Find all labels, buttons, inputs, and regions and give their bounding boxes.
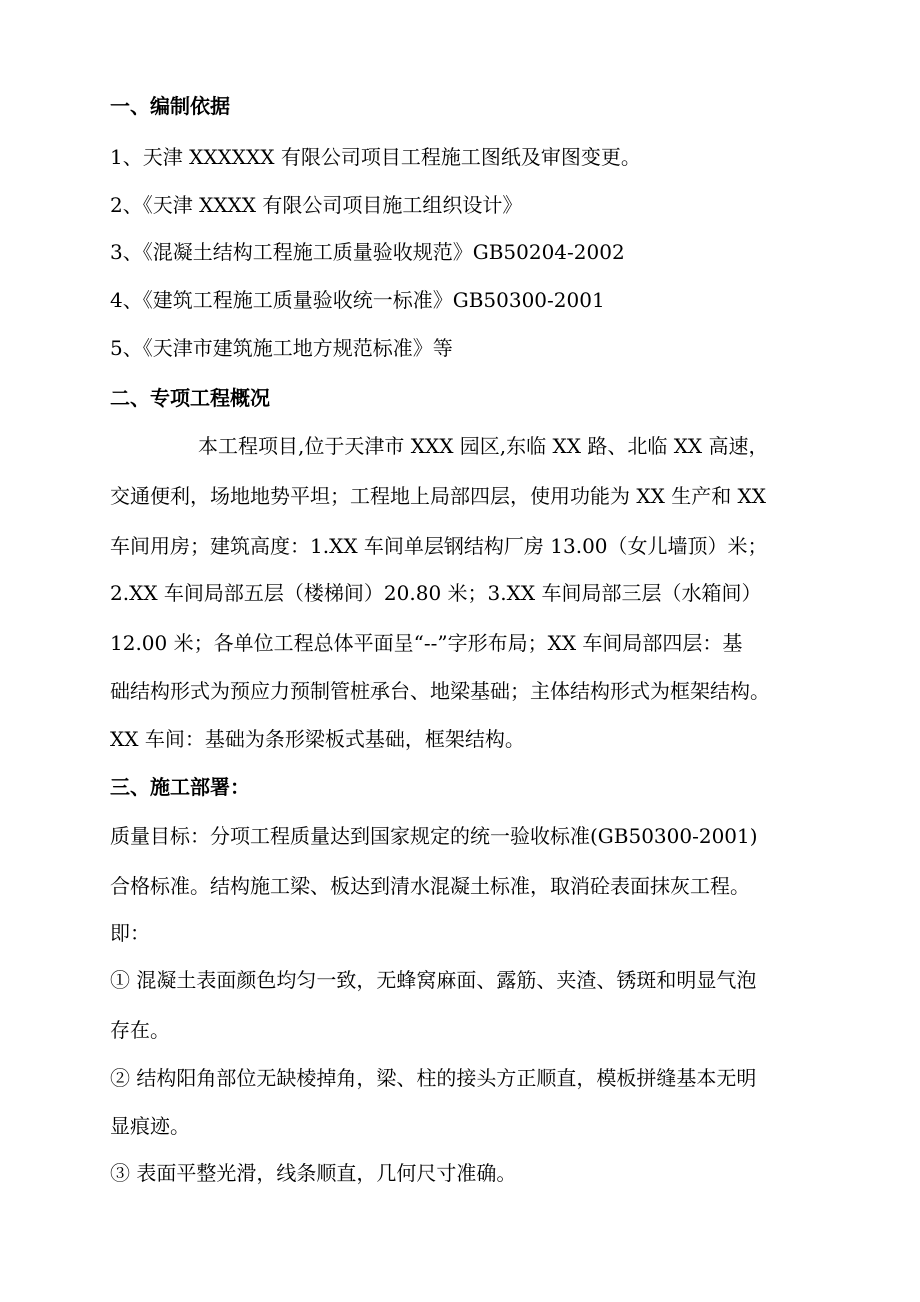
deployment-line-1: 质量目标：分项工程质量达到国家规定的统一验收标准(GB50300-2001) — [110, 824, 758, 848]
basis-item-4: 4、《建筑工程施工质量验收统一标准》GB50300-2001 — [110, 288, 605, 312]
basis-item-2: 2、《天津 XXXX 有限公司项目施工组织设计》 — [110, 193, 523, 217]
deployment-line-2: 合格标准。结构施工梁、板达到清水混凝土标准，取消砼表面抹灰工程。 — [110, 874, 750, 898]
overview-line-2: 交通便利，场地地势平坦；工程地上局部四层，使用功能为 XX 生产和 XX — [110, 484, 767, 508]
overview-line-7: XX 车间：基础为条形梁板式基础，框架结构。 — [110, 727, 525, 751]
overview-line-3: 车间用房；建筑高度：1.XX 车间单层钢结构厂房 13.00（女儿墙顶）米； — [110, 534, 768, 558]
deployment-line-3: 即： — [110, 921, 150, 945]
basis-item-5: 5、《天津市建筑施工地方规范标准》等 — [110, 336, 453, 360]
section-heading-basis: 一、编制依据 — [110, 94, 230, 118]
section-heading-overview: 二、专项工程概况 — [110, 386, 270, 410]
overview-line-1: 本工程项目,位于天津市 XXX 园区,东临 XX 路、北临 XX 高速， — [198, 434, 769, 458]
overview-line-4: 2.XX 车间局部五层（楼梯间）20.80 米；3.XX 车间局部三层（水箱间） — [110, 581, 762, 605]
deployment-line-6: ② 结构阳角部位无缺棱掉角，梁、柱的接头方正顺直，模板拼缝基本无明 — [110, 1066, 757, 1090]
overview-line-6: 础结构形式为预应力预制管桩承台、地梁基础；主体结构形式为框架结构。 — [110, 679, 770, 703]
deployment-line-7: 显痕迹。 — [110, 1114, 190, 1138]
basis-item-3: 3、《混凝土结构工程施工质量验收规范》GB50204-2002 — [110, 240, 625, 264]
deployment-line-8: ③ 表面平整光滑，线条顺直，几何尺寸准确。 — [110, 1161, 517, 1185]
basis-item-1: 1、天津 XXXXXX 有限公司项目工程施工图纸及审图变更。 — [110, 145, 641, 169]
deployment-line-5: 存在。 — [110, 1018, 170, 1042]
section-heading-deployment: 三、施工部署： — [110, 775, 250, 799]
deployment-line-4: ① 混凝土表面颜色均匀一致，无蜂窝麻面、露筋、夹渣、锈斑和明显气泡 — [110, 968, 757, 992]
overview-line-5: 12.00 米；各单位工程总体平面呈“--”字形布局；XX 车间局部四层：基 — [110, 631, 743, 655]
